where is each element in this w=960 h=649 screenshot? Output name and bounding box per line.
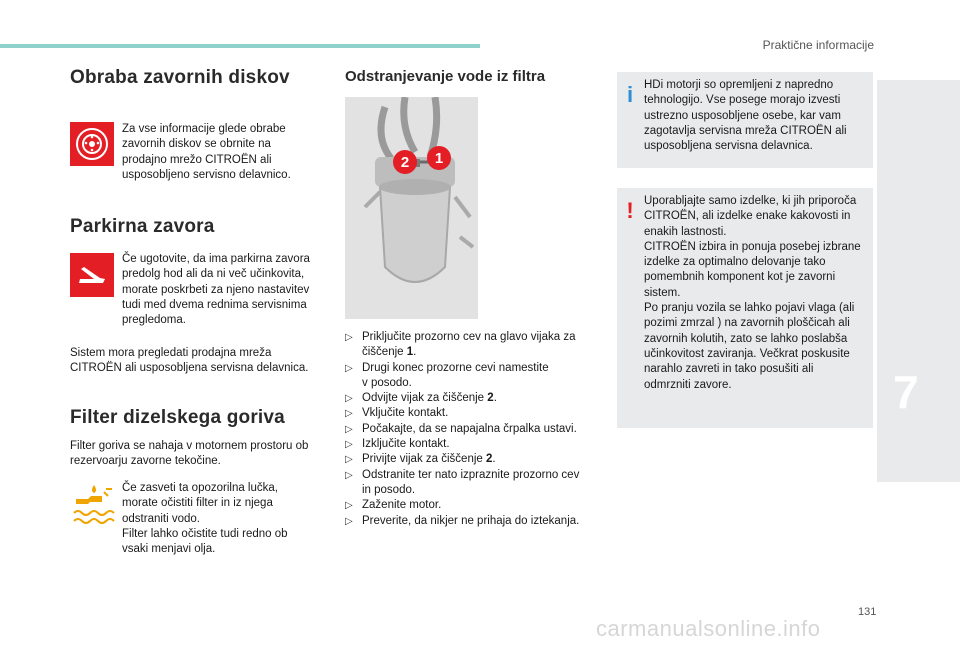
list-item: ▷ Drugi konec prozorne cevi namestite v posodo. xyxy=(345,361,549,389)
bullet-arrow-icon: ▷ xyxy=(345,515,353,527)
list-item: ▷ Počakajte, da se napajalna črpalka ustavi. xyxy=(345,422,595,437)
diesel-filter-intro: Filter goriva se nahaja v motornem prostoru ob rezervoarju zavorne tekočine. xyxy=(70,440,309,468)
warning-icon: ! xyxy=(626,198,634,223)
bullet-arrow-icon: ▷ xyxy=(345,439,353,451)
chapter-tab xyxy=(877,80,960,482)
brake-disc-icon xyxy=(70,122,114,166)
warning-panel xyxy=(617,188,873,428)
brake-discs-text: Za vse informacije glede obrabe zavornih diskov se obrnite na prodajno mrežo CITROËN ali usposobljeno servisno delavnico. xyxy=(122,123,291,181)
bullet-arrow-icon: ▷ xyxy=(345,423,353,435)
bullet-arrow-icon: ▷ xyxy=(345,362,353,374)
bullet-arrow-icon: ▷ xyxy=(345,332,353,343)
info-icon: i xyxy=(626,82,634,107)
water-in-fuel-icon xyxy=(72,483,118,527)
parking-brake-note: Sistem mora pregledati prodajna mreža CITROËN ali usposobljena servisna delavnica. xyxy=(70,347,309,375)
list-item: ▷ Vključite kontakt. xyxy=(345,406,595,421)
bullet-arrow-icon: ▷ xyxy=(345,500,353,512)
bullet-arrow-icon: ▷ xyxy=(345,454,353,466)
list-item: ▷ Izključite kontakt. xyxy=(345,437,595,452)
warning-text: Uporabljajte samo izdelke, ki jih priporoča CITROËN, ali izdelke enake kakovosti in enakih lastnosti. CITROËN izbira in ponuja posebej izbrane izdelke za optimalno delovanje tako pomembnih komponent kot je zavorni sistem. Po pranju vozila se lahko pojavi vlaga (ali pozimi zmrzal ) na zavornih ploščicah ali zavornih kolutih, zato se lahko poslabša učinkovitost zaviranja. Večkrat poskusite narahlo zavreti in tako posušiti ali odmrzniti zavore. xyxy=(644,195,861,391)
bullet-arrow-icon: ▷ xyxy=(345,469,353,481)
list-item: ▷ Privijte vijak za čiščenje 2. xyxy=(345,452,595,467)
fuel-filter-photo xyxy=(345,97,478,319)
callout-badge-2: 2 xyxy=(393,150,417,174)
diesel-filter-title: Filter dizelskega goriva xyxy=(70,407,285,428)
water-removal-title: Odstranjevanje vode iz filtra xyxy=(345,68,546,85)
watermark: carmanualsonline.info xyxy=(596,616,821,641)
bullet-arrow-icon: ▷ xyxy=(345,408,353,420)
list-item: ▷ Priključite prozorno cev na glavo vijaka za čiščenje 1. xyxy=(345,331,576,359)
page-number: 131 xyxy=(858,606,877,618)
list-item: ▷ Preverite, da nikjer ne prihaja do iztekanja. xyxy=(345,514,595,529)
list-item: ▷ Zaženite motor. xyxy=(345,498,595,513)
parking-brake-icon xyxy=(70,253,114,297)
list-item: ▷ Odvijte vijak za čiščenje 2. xyxy=(345,391,595,406)
water-removal-steps xyxy=(345,330,595,529)
parking-brake-title: Parkirna zavora xyxy=(70,216,215,237)
callout-badge-1: 1 xyxy=(427,146,451,170)
chapter-number: 7 xyxy=(893,366,919,418)
parking-brake-text: Če ugotovite, da ima parkirna zavora predolg hod ali da ni več učinkovita, morate poskrbeti za njeno nastavitev tudi med dvema rednima servisnima pregledoma. xyxy=(122,253,310,327)
diesel-filter-text: Če zasveti ta opozorilna lučka, morate očistiti filter in iz njega odstraniti vodo. Filter lahko očistite tudi redno ob vsaki menjavi olja. xyxy=(122,482,288,556)
info-panel xyxy=(617,72,873,168)
brake-discs-title: Obraba zavornih diskov xyxy=(70,67,290,88)
bullet-arrow-icon: ▷ xyxy=(345,393,353,405)
section-title: Praktične informacije xyxy=(762,38,874,52)
header-accent-bar xyxy=(0,44,480,48)
info-text: HDi motorji so opremljeni z napredno tehnologijo. Vse posege morajo izvesti ustrezno usposobljene osebe, kar vam zagotavlja servisna mreža CITROËN ali usposobljena servisna delavnica. xyxy=(644,79,847,153)
list-item: ▷ Odstranite ter nato izpraznite prozorno cev in posodo. xyxy=(345,468,580,496)
